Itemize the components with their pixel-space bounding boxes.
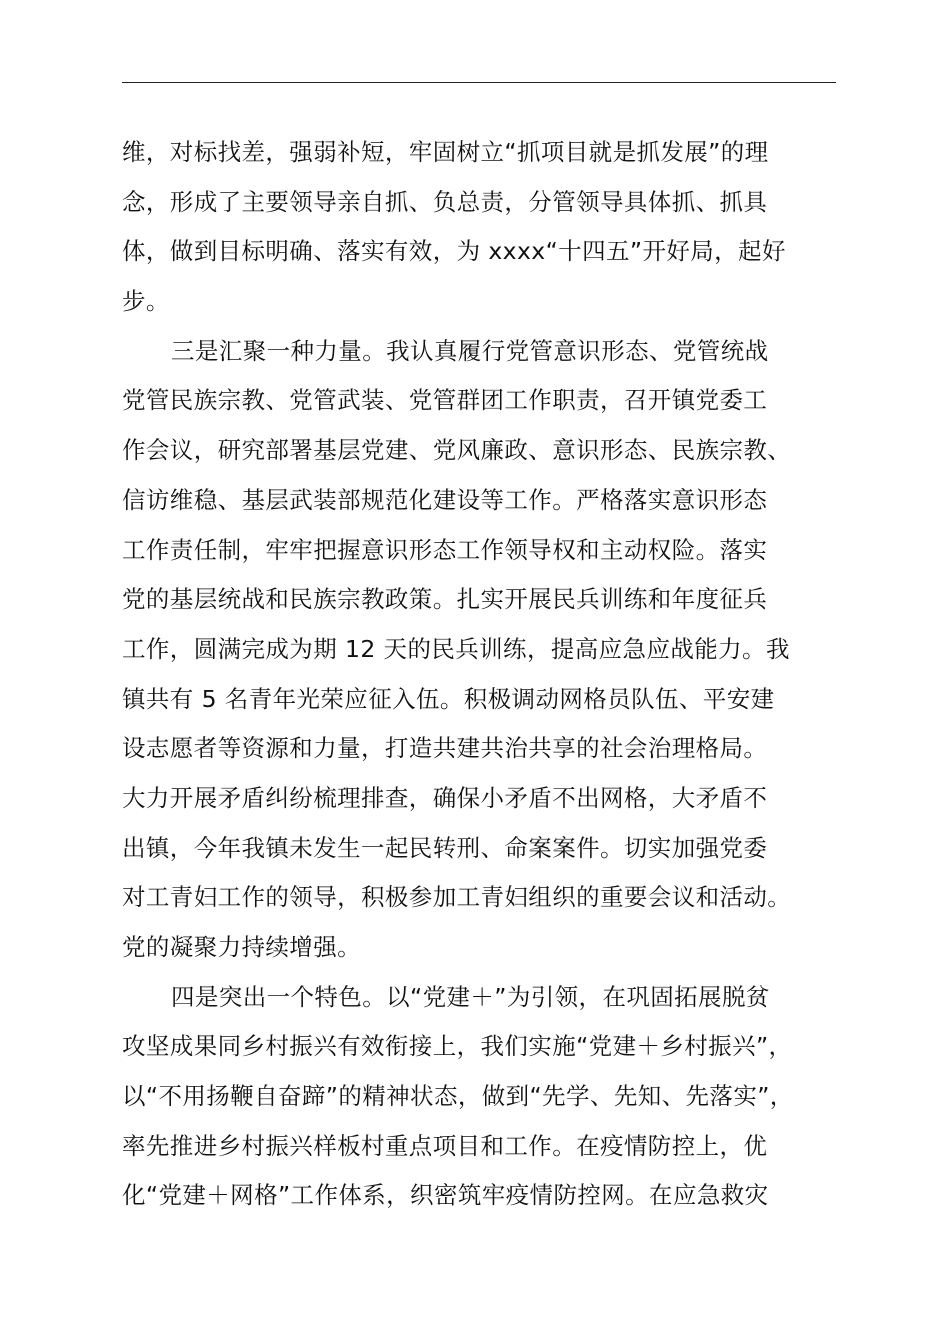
text-line: 设志愿者等资源和力量，打造共建共治共享的社会治理格局。 bbox=[122, 734, 768, 763]
header-rule bbox=[122, 82, 836, 83]
text-line: 念，形成了主要领导亲自抓、负总责，分管领导具体抓、抓具 bbox=[122, 187, 768, 216]
text-line: 作会议，研究部署基层党建、党风廉政、意识形态、民族宗教、 bbox=[122, 436, 792, 465]
text-line: 工作，圆满完成为期 12 天的民兵训练，提高应急应战能力。我 bbox=[122, 634, 790, 663]
text-line: 体，做到目标明确、落实有效，为 xxxx“十四五”开好局，起好 bbox=[122, 237, 786, 266]
text-line: 党的基层统战和民族宗教政策。扎实开展民兵训练和年度征兵 bbox=[122, 585, 768, 614]
text-line: 大力开展矛盾纠纷梳理排查，确保小矛盾不出网格，大矛盾不 bbox=[122, 783, 768, 812]
paragraph-start-line: 四是突出一个特色。以“党建＋”为引领，在巩固拓展脱贫 bbox=[171, 982, 770, 1011]
text-line: 对工青妇工作的领导，积极参加工青妇组织的重要会议和活动。 bbox=[122, 883, 792, 912]
text-line: 工作责任制，牢牢把握意识形态工作领导权和主动权险。落实 bbox=[122, 535, 768, 564]
text-line: 攻坚成果同乡村振兴有效衔接上，我们实施“党建＋乡村振兴”， bbox=[122, 1032, 793, 1061]
text-line: 率先推进乡村振兴样板村重点项目和工作。在疫情防控上，优 bbox=[122, 1131, 768, 1160]
body-text bbox=[122, 128, 862, 1221]
text-line: 步。 bbox=[122, 287, 170, 316]
text-line: 维，对标找差，强弱补短，牢固树立“抓项目就是抓发展”的理 bbox=[122, 138, 769, 166]
text-line: 化“党建＋网格”工作体系，织密筑牢疫情防控网。在应急救灾 bbox=[122, 1181, 769, 1210]
text-line: 信访维稳、基层武装部规范化建设等工作。严格落实意识形态 bbox=[122, 485, 768, 514]
text-line: 镇共有 5 名青年光荣应征入伍。积极调动网格员队伍、平安建 bbox=[122, 684, 775, 713]
text-line: 出镇，今年我镇未发生一起民转刑、命案案件。切实加强党委 bbox=[122, 833, 768, 862]
text-line: 以“不用扬鞭自奋蹄”的精神状态，做到“先学、先知、先落实”， bbox=[122, 1082, 794, 1111]
text-line: 党的凝聚力持续增强。 bbox=[122, 933, 361, 961]
paragraph-start-line: 三是汇聚一种力量。我认真履行党管意识形态、党管统战 bbox=[171, 336, 769, 365]
text-line: 党管民族宗教、党管武装、党管群团工作职责，召开镇党委工 bbox=[122, 386, 768, 415]
